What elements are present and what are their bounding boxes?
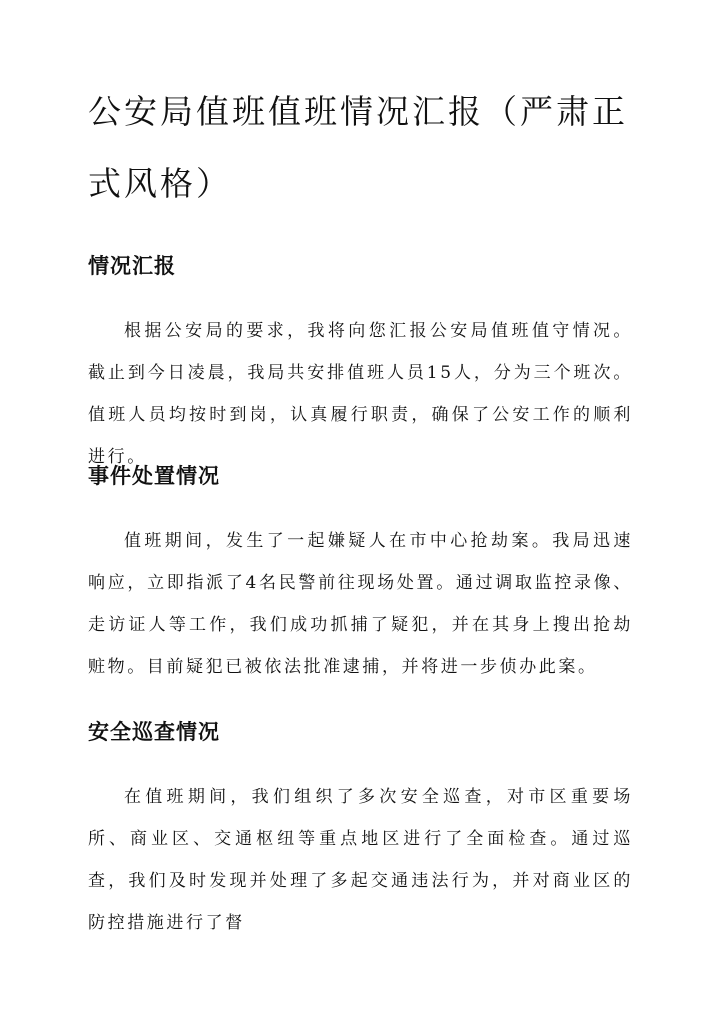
section-body-report: 根据公安局的要求，我将向您汇报公安局值班值守情况。截止到今日凌晨，我局共安排值班人员15人，分为三个班次。值班人员均按时到岗，认真履行职责，确保了公安工作的顺利进行。 (88, 321, 633, 467)
section-heading-patrol: 安全巡查情况 (88, 719, 220, 744)
section-body-patrol: 在值班期间，我们组织了多次安全巡查，对市区重要场所、商业区、交通枢纽等重点地区进行了全面检查。通过巡查，我们及时发现并处理了多起交通违法行为，并对商业区的防控措施进行了督 (88, 787, 633, 933)
section-heading-report: 情况汇报 (88, 253, 176, 278)
section-heading-incident: 事件处置情况 (88, 463, 220, 488)
document-title: 公安局值班值班情况汇报（严肃正式风格） (88, 92, 628, 203)
section-body-incident: 值班期间，发生了一起嫌疑人在市中心抢劫案。我局迅速响应，立即指派了4名民警前往现场处置。通过调取监控录像、走访证人等工作，我们成功抓捕了疑犯，并在其身上搜出抢劫赃物。目前疑犯已被依法批准逮捕，并将进一步侦办此案。 (88, 531, 633, 677)
